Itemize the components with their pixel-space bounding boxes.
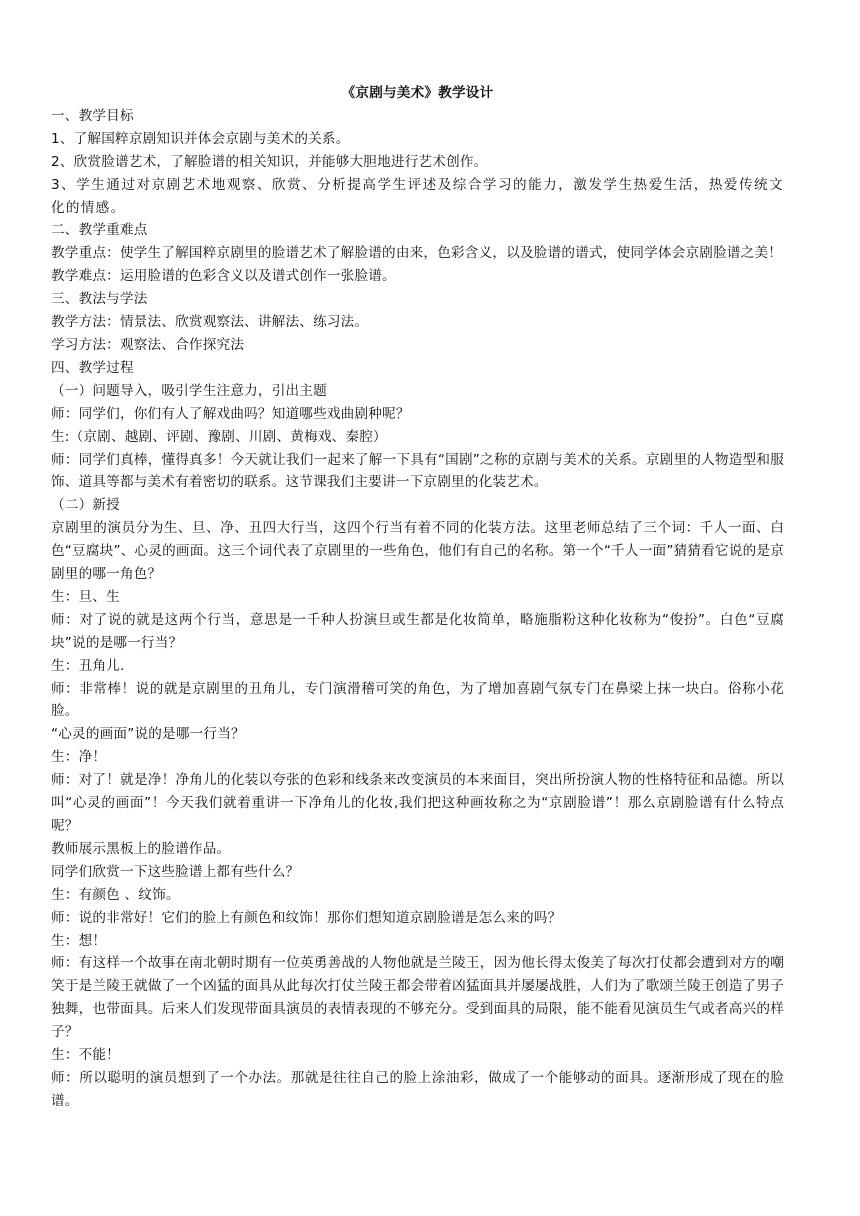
section-heading-objectives: 一、教学目标	[51, 107, 134, 124]
dialogue-line: 生：不能！	[51, 1047, 120, 1064]
teaching-methods: 教学方法：情景法、欣赏观察法、讲解法、练习法。	[51, 314, 369, 331]
lesson-plan-document	[51, 82, 784, 1113]
dialogue-line: 生：旦、生	[51, 588, 120, 605]
subsection-intro: （一）问题导入，吸引学生注意力，引出主题	[51, 382, 327, 399]
dialogue-line: 生：丑角儿.	[51, 657, 125, 674]
section-heading-key-points: 二、教学重难点	[51, 222, 148, 239]
dialogue-line: 师：对了说的就是这两个行当，意思是一千种人扮演旦或生都是化妆简单，略施脂粉这种化妆称为“俊扮”。白色“豆腐块”说的是哪一行当？	[51, 611, 784, 651]
dialogue-line: 师：说的非常好！它们的脸上有颜色和纹饰！那你们想知道京剧脸谱是怎么来的吗？	[51, 909, 562, 926]
difficult-point: 教学难点：运用脸谱的色彩含义以及谱式创作一张脸谱。	[51, 268, 396, 285]
learning-methods: 学习方法：观察法、合作探究法	[51, 336, 245, 353]
section-heading-process: 四、教学过程	[51, 359, 134, 376]
dialogue-line: 生：净！	[51, 749, 107, 766]
dialogue-line: 生:（京剧、越剧、评剧、豫剧、川剧、黄梅戏、秦腔）	[51, 428, 387, 445]
dialogue-line: 师：有这样一个故事在南北朝时期有一位英勇善战的人物他就是兰陵王，因为他长得太俊美了每次打仗都会遭到对方的嘲笑于是兰陵王就做了一个凶猛的面具从此每次打仗兰陵王都会带着凶猛面具并屡屡战胜，人们为了歌颂兰陵王创造了男子独舞，也带面具。后来人们发现带面具演员的表情表现的不够充分。受到面具的局限，能不能看见演员生气或者高兴的样子？	[51, 955, 784, 1041]
dialogue-line: 同学们欣赏一下这些脸谱上都有些什么？	[51, 863, 300, 880]
document-title: 《京剧与美术》教学设计	[341, 85, 494, 101]
objective-3: 3、学生通过对京剧艺术地观察、欣赏、分析提高学生评述及综合学习的能力，激发学生热爱生活，热爱传统文化的情感。	[51, 176, 784, 216]
dialogue-line: 师：同学们，你们有人了解戏曲吗？知道哪些戏曲剧种呢？	[51, 405, 410, 422]
dialogue-line: 师：所以聪明的演员想到了一个办法。那就是往往自己的脸上涂油彩，做成了一个能够动的面具。逐渐形成了现在的脸谱。	[51, 1069, 784, 1109]
dialogue-line: 教师展示黑板上的脸谱作品。	[51, 840, 231, 857]
dialogue-line: 生：想！	[51, 932, 107, 949]
dialogue-line: 京剧里的演员分为生、旦、净、丑四大行当，这四个行当有着不同的化装方法。这里老师总结了三个词：千人一面、白色“豆腐块”、心灵的画面。这三个词代表了京剧里的一些角色，他们有自己的名称。第一个“千人一面”猜猜看它说的是京剧里的哪一角色？	[51, 520, 784, 583]
subsection-new-lesson: （二）新授	[51, 497, 120, 514]
dialogue-line: 师：对了！就是净！净角儿的化装以夸张的色彩和线条来改变演员的本来面目，突出所扮演人物的性格特征和品德。所以叫“心灵的画面”！今天我们就着重讲一下净角儿的化妆,我们把这种画妆称之为“京剧脸谱”！那么京剧脸谱有什么特点呢？	[51, 772, 784, 834]
objective-2: 2、欣赏脸谱艺术，了解脸谱的相关知识，并能够大胆地进行艺术创作。	[51, 153, 488, 170]
dialogue-line: “心灵的画面”说的是哪一行当？	[51, 726, 245, 743]
key-point: 教学重点：使学生了解国粹京剧里的脸谱艺术了解脸谱的由来，色彩含义，以及脸谱的谱式，使同学体会京剧脸谱之美！	[51, 245, 783, 262]
objective-1: 1、了解国粹京剧知识并体会京剧与美术的关系。	[51, 130, 350, 147]
dialogue-line: 师：同学们真棒，懂得真多！今天就让我们一起来了解一下具有“国剧”之称的京剧与美术的关系。京剧里的人物造型和服饰、道具等都与美术有着密切的联系。这节课我们主要讲一下京剧里的化装艺术。	[51, 451, 784, 491]
section-heading-methods: 三、教法与学法	[51, 291, 148, 308]
dialogue-line: 生：有颜色 、纹饰。	[51, 886, 180, 903]
dialogue-line: 师：非常棒！说的就是京剧里的丑角儿，专门演滑稽可笑的角色，为了增加喜剧气氛专门在鼻梁上抹一块白。俗称小花脸。	[51, 680, 784, 720]
